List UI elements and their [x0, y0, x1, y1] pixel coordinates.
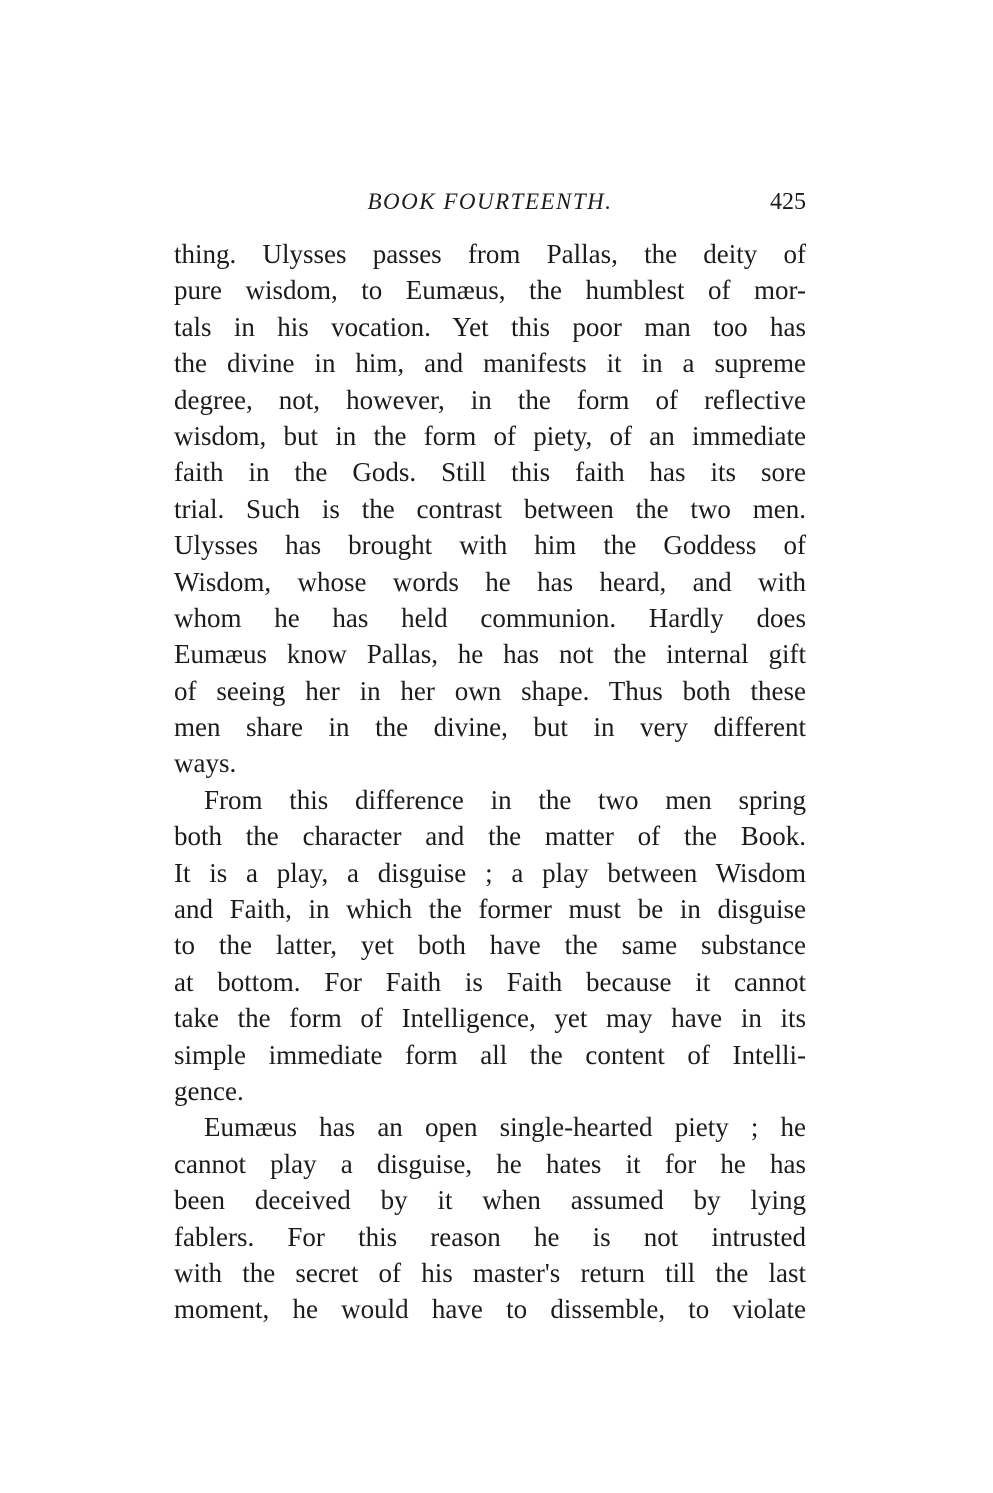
text-line: wisdom, but in the form of piety, of an immediate: [174, 420, 806, 451]
text-line: with the secret of his master's return till the last: [174, 1257, 806, 1288]
text-line: tals in his vocation. Yet this poor man too has: [174, 311, 806, 342]
text-line: men share in the divine, but in very different: [174, 712, 806, 743]
text-line: been deceived by it when assumed by lying: [174, 1185, 806, 1216]
text-line: Ulysses has brought with him the Goddess of: [174, 530, 806, 561]
text-line: trial. Such is the contrast between the two men.: [174, 493, 806, 524]
text-line: of seeing her in her own shape. Thus both these: [174, 675, 806, 706]
text-line: to the latter, yet both have the same substance: [174, 930, 806, 961]
text-line: at bottom. For Faith is Faith because it cannot: [174, 966, 806, 997]
text-line: moment, he would have to dissemble, to violate: [174, 1294, 806, 1325]
running-title: BOOK FOURTEENTH.: [367, 189, 613, 214]
text-line: gence.: [174, 1075, 244, 1106]
text-line: Eumæus has an open single-hearted piety ; he: [204, 1112, 806, 1143]
text-line: ways.: [174, 748, 237, 779]
body-text: [174, 236, 806, 1328]
text-line: thing. Ulysses passes from Pallas, the deity of: [174, 239, 806, 269]
text-line: Eumæus know Pallas, he has not the internal gift: [174, 639, 806, 670]
text-line: It is a play, a disguise ; a play between Wisdom: [174, 857, 806, 888]
text-line: From this difference in the two men spring: [204, 784, 806, 815]
text-line: whom he has held communion. Hardly does: [174, 602, 806, 633]
text-line: take the form of Intelligence, yet may have in its: [174, 1003, 806, 1034]
text-line: the divine in him, and manifests it in a supreme: [174, 348, 806, 379]
text-line: and Faith, in which the former must be in disguise: [174, 894, 806, 925]
text-line: pure wisdom, to Eumæus, the humblest of mor-: [174, 275, 806, 306]
page-number: 425: [770, 189, 806, 215]
text-line: cannot play a disguise, he hates it for he has: [174, 1148, 806, 1179]
running-head: [174, 184, 806, 220]
text-line: faith in the Gods. Still this faith has its sore: [174, 457, 806, 488]
text-line: fablers. For this reason he is not intrusted: [174, 1221, 806, 1252]
text-line: both the character and the matter of the Book.: [174, 821, 806, 852]
text-line: simple immediate form all the content of Intelli-: [174, 1039, 806, 1070]
text-line: Wisdom, whose words he has heard, and with: [174, 566, 806, 597]
text-line: degree, not, however, in the form of reflective: [174, 384, 806, 415]
